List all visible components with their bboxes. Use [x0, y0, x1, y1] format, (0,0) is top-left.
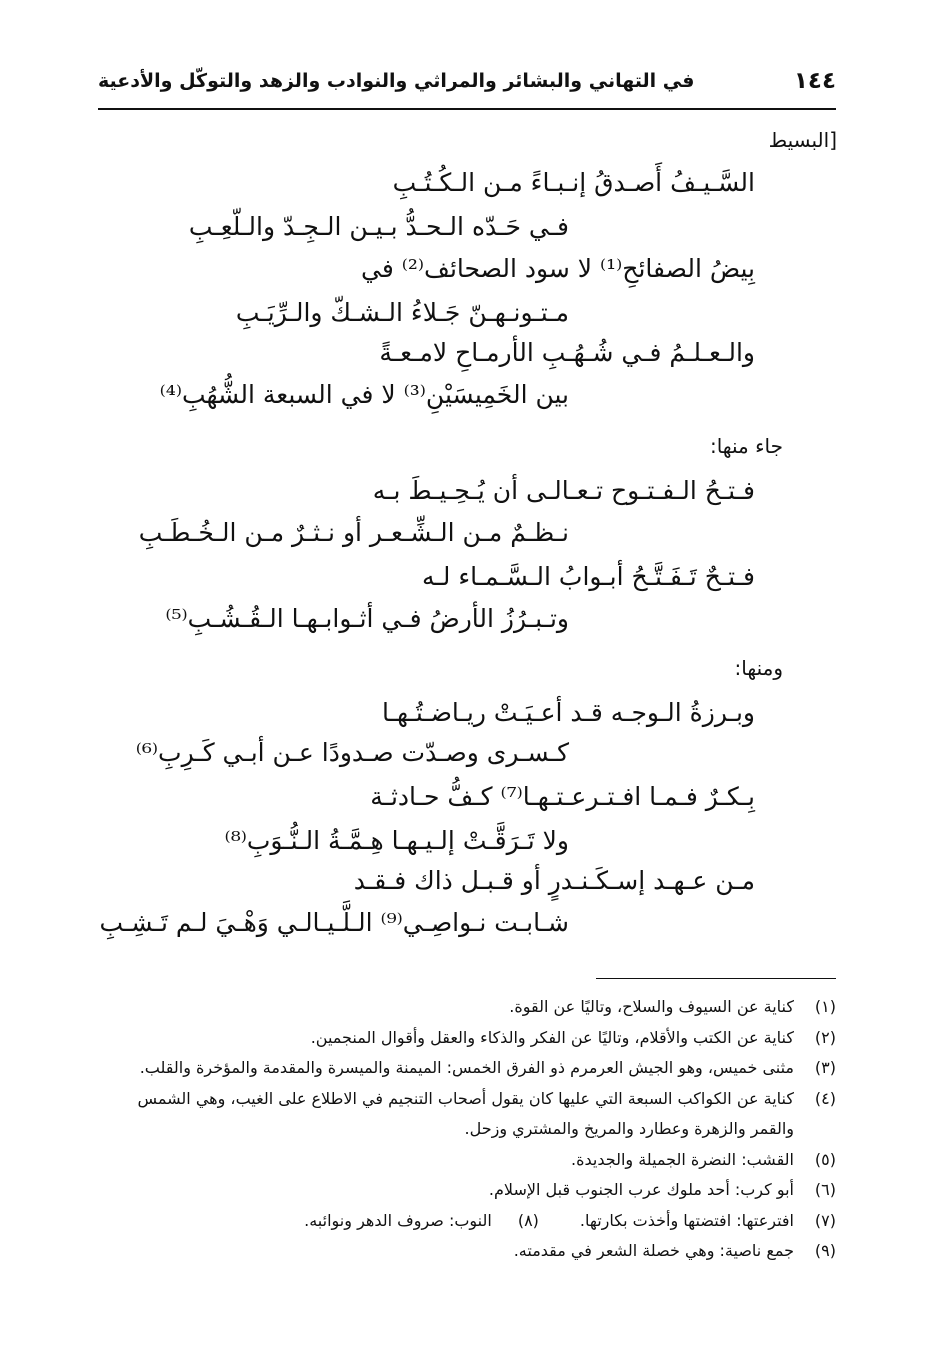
verse-hemistich: بِـكـرٌ فـمـا افـتـرعـتـهـا⁽⁷⁾ كـفُّ حـادثـة — [370, 782, 755, 811]
verse-hemistich: شـابـت نـواصِـي⁽⁹⁾ الـلَّـيـالـي وَهْـيَ لـم تَـشِـبِ — [99, 908, 569, 937]
footnote — [98, 1023, 836, 1054]
footnote-pair — [98, 1206, 836, 1237]
page-header — [98, 68, 836, 104]
footnote-text: كناية عن الكتب والأقلام، وتاليًا عن الفكر والذكاء والعقل وأقوال المنجمين. — [310, 1027, 794, 1047]
footnote — [98, 1053, 836, 1084]
footnote-text: كناية عن السيوف والسلاح، وتاليًا عن القوة. — [509, 997, 794, 1016]
footnote-text: مثنى خميس، وهو الجيش العرمرم ذو الفرق الخمس: الميمنة والميسرة والمقدمة والمؤخرة والقلب. — [139, 1058, 794, 1077]
footnote-number: (٥) — [814, 1149, 836, 1169]
section-label: ومنها: — [734, 656, 783, 680]
footnote-text: افترعتها: افتضتها وأخذت بكارتها. — [579, 1210, 794, 1230]
footnote-number: (٤) — [814, 1088, 836, 1108]
verse-hemistich: فـي حَـدّه الـحـدُّ بـيـن الـجِـدّ والـلّعِـبِ — [188, 212, 569, 241]
footnote-text: أبو كرب: أحد ملوك عرب الجنوب قبل الإسلام. — [488, 1180, 794, 1199]
footnote-rule — [596, 978, 836, 979]
footnote-number: (٢) — [814, 1027, 836, 1047]
page-number: ١٤٤ — [793, 68, 836, 94]
footnote-number: (١) — [814, 997, 836, 1016]
verse-hemistich: فـتـحُ الـفـتـوح تـعـالـى أن يُـحِـيـطَ بـه — [372, 476, 755, 505]
footnote — [98, 1175, 836, 1206]
footnote-number: (٨) — [517, 1210, 539, 1230]
section-label: جاء منها: — [709, 434, 783, 458]
footnote — [98, 1084, 836, 1145]
verse-hemistich: وبـرزةُ الـوجـه قـد أعـيَـتْ ريـاضـتُـهـا — [382, 698, 755, 727]
footnote-text — [98, 1206, 794, 1237]
footnote-text: كناية عن الكواكب السبعة التي عليها كان يقول أصحاب التنجيم في الاطلاع على الغيب، وهي الشمس والقمر والزهرة وعطارد والمريخ والمشتري وزحل. — [137, 1088, 794, 1138]
verse-hemistich: كـسـرى وصـدّت صـدودًا عـن أبـي كَـرِبِ⁽⁶⁾ — [135, 738, 569, 767]
verse-hemistich: وتـبـرُزُ الأرضُ فـي أثـوابـهـا الـقُـشُـبِ⁽⁵⁾ — [165, 604, 569, 633]
poem-meter: [البسيط — [768, 128, 837, 152]
footnote-number: (٧) — [814, 1210, 836, 1230]
verse-hemistich: السَّـيـفُ أَصـدقُ إنـبـاءً مـن الـكُـتُـبِ — [392, 168, 755, 197]
footnote-text: النوب: صروف الدهر ونوائبه. — [304, 1210, 492, 1230]
footnote — [98, 992, 836, 1023]
verse-hemistich: نـظـمٌ مـن الـشِّـعـر أو نـثـرٌ مـن الـخُـطَـبِ — [138, 518, 569, 547]
running-title: في التهاني والبشائر والمراثي والنوادب والزهد والتوكّل والأدعية — [98, 70, 695, 92]
verse-hemistich: بين الخَمِيسَيْنِ⁽³⁾ لا في السبعة الشُّهُبِ⁽⁴⁾ — [159, 380, 569, 409]
footnote-text: جمع ناصية: وهي خصلة الشعر في مقدمته. — [513, 1241, 794, 1260]
footnote — [98, 1145, 836, 1176]
header-rule — [98, 108, 836, 110]
verse-hemistich: فـتـحٌ تَـفَـتَّـحُ أبـوابُ الـسَّـمـاء لـه — [422, 562, 755, 591]
footnote-text: القشب: النضرة الجميلة والجديدة. — [571, 1149, 794, 1169]
verse-hemistich: والـعـلـمُ فـي شُـهُـبِ الأرمـاحِ لامـعـةً — [379, 338, 755, 367]
footnote-number: (٦) — [814, 1180, 836, 1199]
footnote — [98, 1236, 836, 1267]
footnote-number: (٩) — [814, 1241, 836, 1260]
verse-hemistich: ولا تَـرَقَّـتْ إلـيـهـا هِـمَّـةُ الـنُّـوَبِ⁽⁸⁾ — [224, 826, 569, 855]
verse-hemistich: بِيضُ الصفائحِ⁽¹⁾ لا سود الصحائف⁽²⁾ في — [361, 254, 755, 283]
verse-hemistich: مـن عـهـد إسـكَـنـدرٍ أو قـبـل ذاك فـقـد — [353, 866, 755, 895]
verse-hemistich: مـتـونـهـنّ جَـلاءُ الـشـكّ والـرِّيَـبِ — [235, 298, 569, 327]
footnote-number: (٣) — [814, 1058, 836, 1077]
footnotes — [98, 992, 836, 1267]
